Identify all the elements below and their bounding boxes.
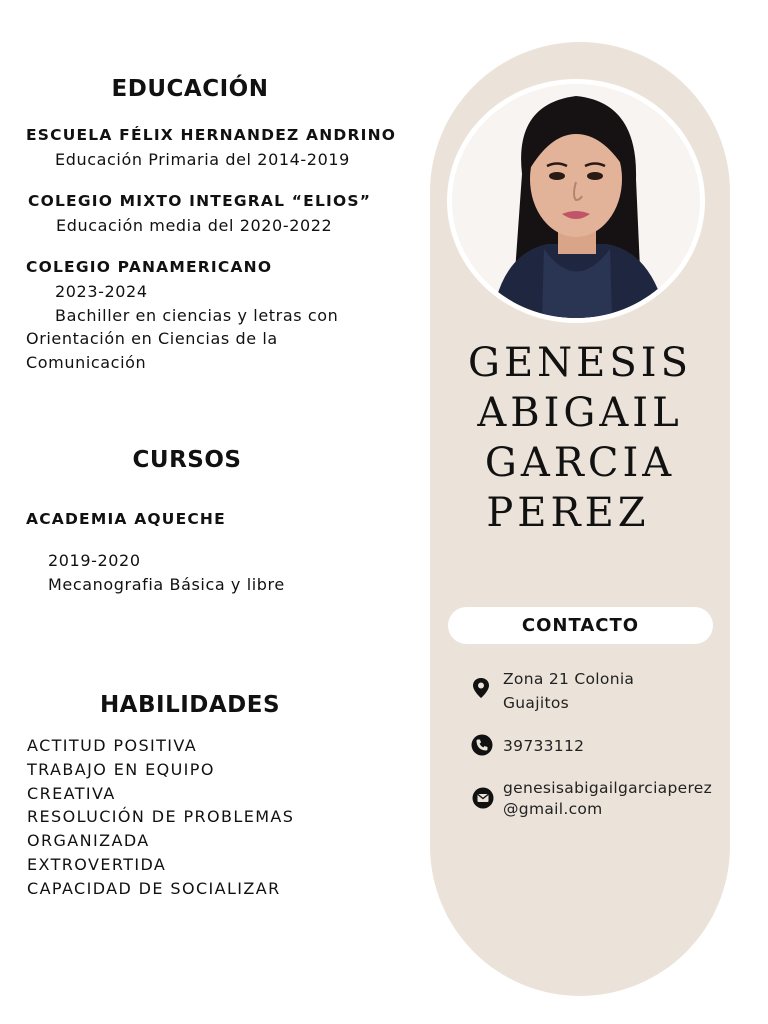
- education-title: EDUCACIÓN: [111, 76, 269, 102]
- name-line-2: ABIGAIL: [477, 390, 683, 436]
- phone-icon: [471, 734, 493, 756]
- skill-item: TRABAJO EN EQUIPO: [27, 759, 215, 779]
- skills-title: HABILIDADES: [99, 692, 281, 718]
- contact-phone: 39733112: [503, 737, 585, 755]
- education-detail-1: Educación Primaria del 2014-2019: [55, 150, 350, 169]
- name-line-4: PEREZ: [486, 490, 650, 536]
- skills-list: [27, 734, 294, 901]
- contact-header: [448, 607, 713, 644]
- education-institution-1: ESCUELA FÉLIX HERNANDEZ ANDRINO: [26, 126, 397, 144]
- education-detail-3-line-1: 2023-2024: [55, 282, 148, 301]
- skill-item: CAPACIDAD DE SOCIALIZAR: [27, 878, 281, 898]
- courses-title: CURSOS: [132, 447, 242, 473]
- portrait-illustration: [452, 84, 700, 318]
- education-institution-3: COLEGIO PANAMERICANO: [26, 258, 273, 276]
- skill-item: EXTROVERTIDA: [27, 854, 167, 874]
- contact-address-line-1: Zona 21 Colonia: [503, 670, 635, 688]
- profile-photo: [447, 79, 705, 323]
- contact-address-line-2: Guajitos: [503, 694, 569, 712]
- skill-item: RESOLUCIÓN DE PROBLEMAS: [27, 807, 295, 827]
- courses-line-2: Mecanografia Básica y libre: [48, 575, 285, 594]
- education-detail-3-line-2: Bachiller en ciencias y letras con: [55, 306, 339, 325]
- contact-email-line-1[interactable]: genesisabigailgarciaperez: [503, 779, 713, 797]
- name-line-3: GARCIA: [484, 440, 676, 486]
- skill-item: CREATIVA: [27, 783, 116, 803]
- name-line-1: GENESIS: [468, 340, 692, 386]
- education-detail-3-line-3: Orientación en Ciencias de la: [26, 329, 278, 348]
- contact-email-line-2[interactable]: @gmail.com: [503, 800, 603, 818]
- location-pin-icon: [471, 677, 491, 699]
- skill-item: ORGANIZADA: [27, 831, 150, 851]
- courses-line-1: 2019-2020: [48, 551, 141, 570]
- skill-item: ACTITUD POSITIVA: [27, 736, 198, 755]
- courses-institution: ACADEMIA AQUECHE: [26, 510, 226, 528]
- contact-title: CONTACTO: [521, 615, 640, 636]
- education-institution-2: COLEGIO MIXTO INTEGRAL “ELIOS”: [28, 192, 372, 210]
- education-detail-3-line-4: Comunicación: [26, 353, 147, 372]
- education-detail-2: Educación media del 2020-2022: [56, 216, 333, 235]
- mail-icon: [472, 787, 494, 809]
